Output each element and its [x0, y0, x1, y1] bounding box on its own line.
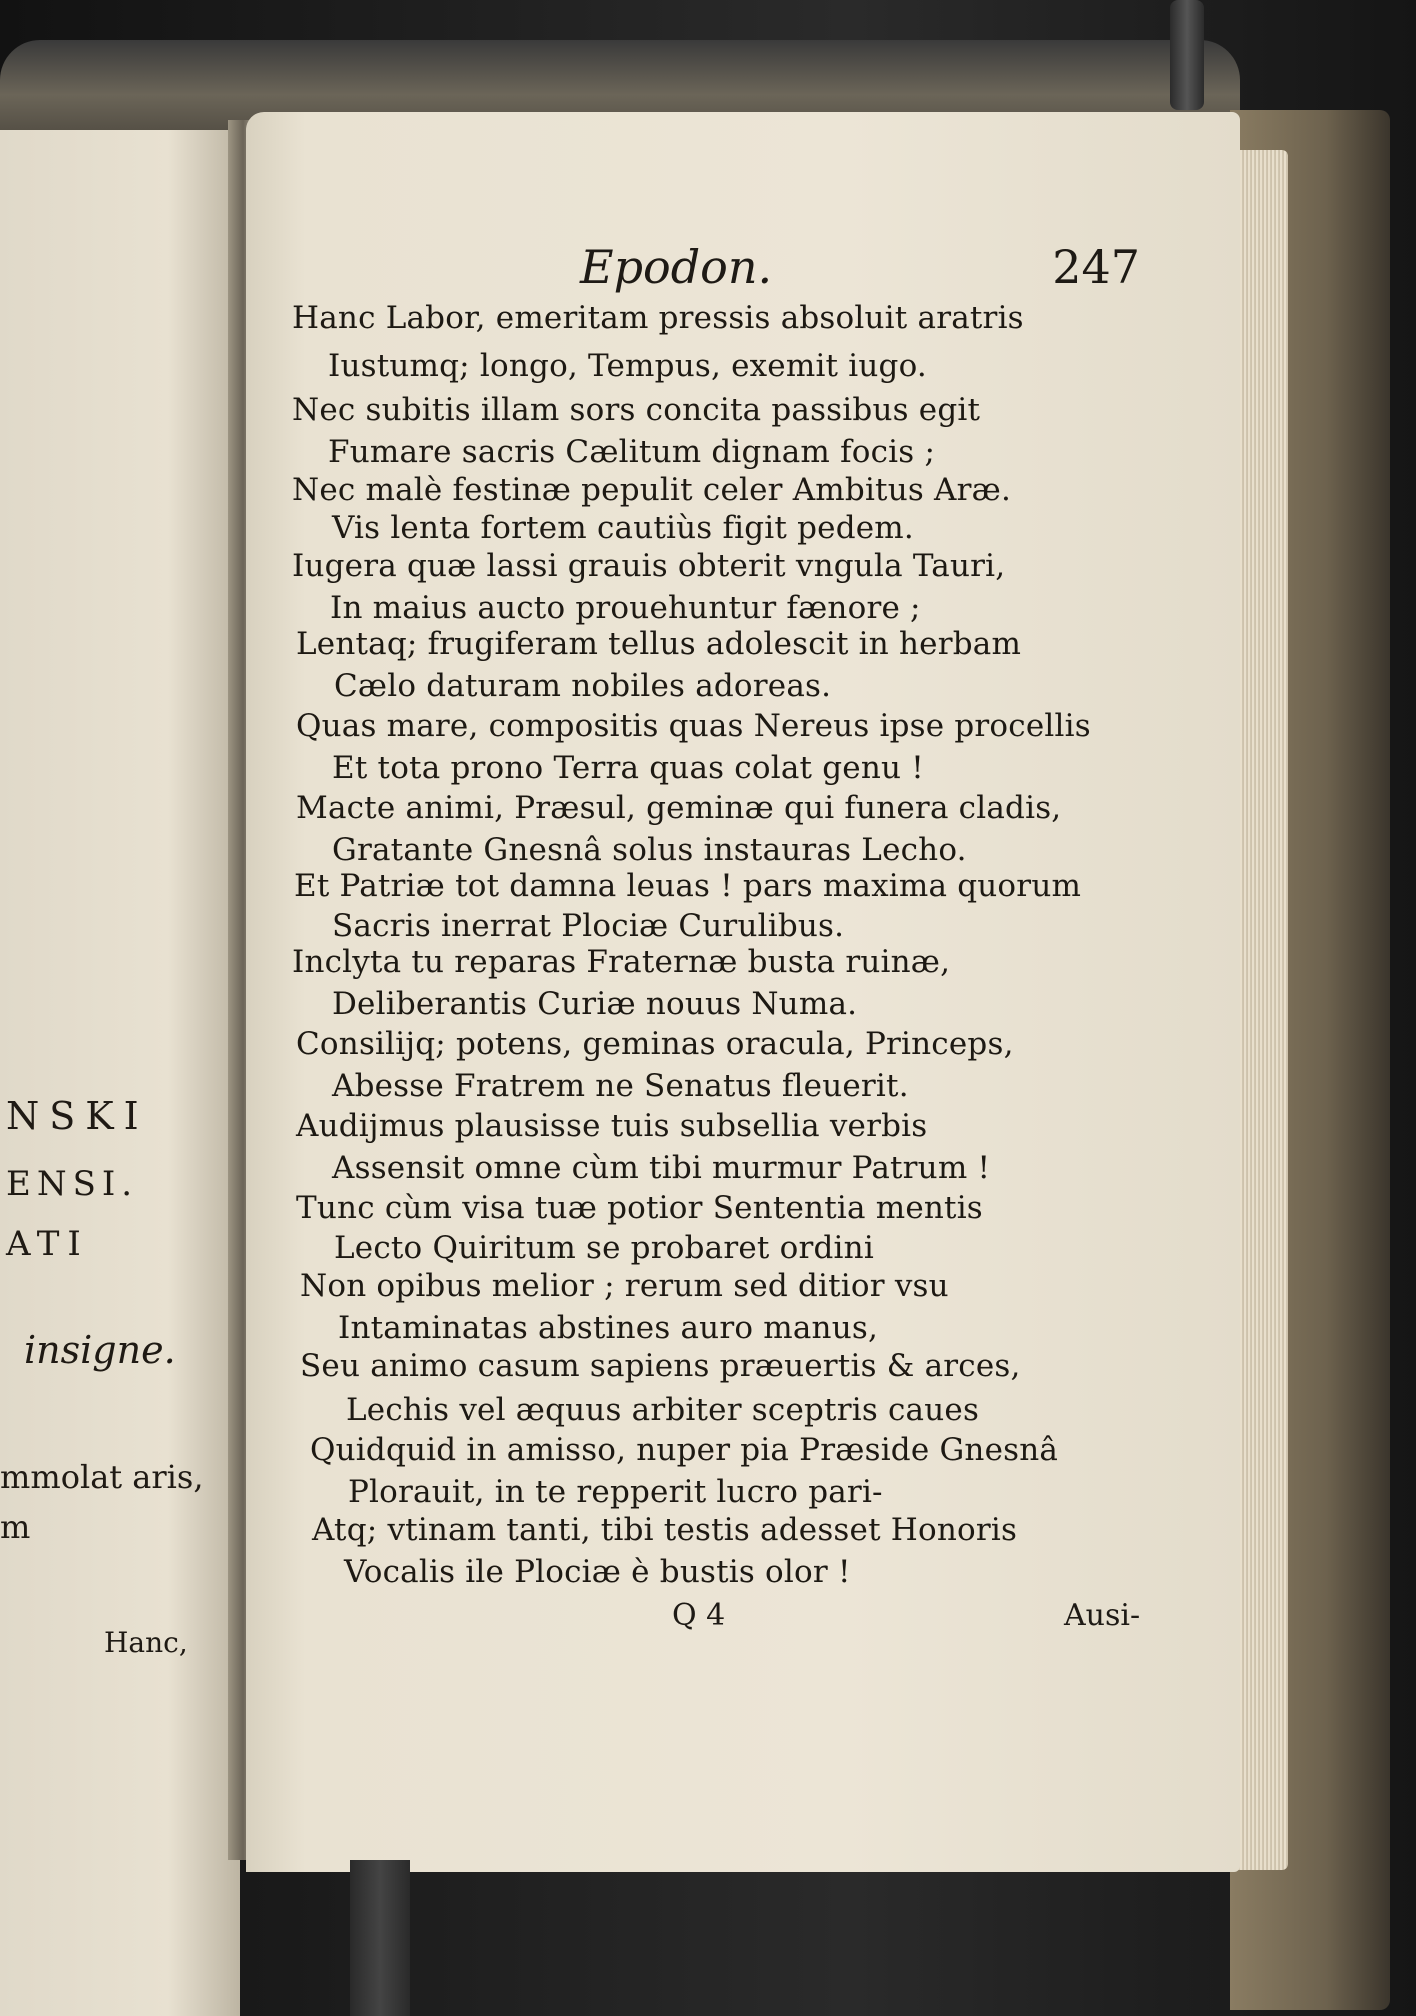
running-head-title: Epodon. [580, 240, 773, 294]
verse-line: Nec subitis illam sors concita passibus egit [292, 392, 981, 428]
verse-line: Plorauit, in te repperit lucro pari- [348, 1474, 883, 1510]
verse-line: Consilijq; potens, geminas oracula, Princeps, [296, 1026, 1014, 1062]
left-page-line: Hanc, [104, 1626, 188, 1659]
left-page-line: NSKI [6, 1094, 149, 1138]
verse-line: Lecto Quiritum se probaret ordini [334, 1230, 874, 1266]
verse-line: Iustumq; longo, Tempus, exemit iugo. [328, 348, 927, 384]
verse-line: Et Patriæ tot damna leuas ! pars maxima quorum [294, 868, 1082, 904]
left-page-line: ENSI. [6, 1164, 139, 1204]
left-page-line: ATI [6, 1224, 89, 1264]
verse-line: Macte animi, Præsul, geminæ qui funera cladis, [296, 790, 1062, 826]
bookmark-thread [1170, 0, 1204, 110]
left-page-line: m [0, 1508, 31, 1546]
verse-line: Nec malè festinæ pepulit celer Ambitus Aræ. [292, 472, 1012, 508]
signature-mark: Q 4 [672, 1598, 726, 1633]
verse-line: Sacris inerrat Plociæ Curulibus. [332, 908, 845, 944]
verse-line: Tunc cùm visa tuæ potior Sententia mentis [296, 1190, 983, 1226]
verse-line: Intaminatas abstines auro manus, [338, 1310, 879, 1346]
verse-line: Atq; vtinam tanti, tibi testis adesset Honoris [312, 1512, 1018, 1548]
catchword: Ausi- [1064, 1598, 1141, 1633]
verse-line: Vis lenta fortem cautiùs figit pedem. [332, 510, 914, 546]
verse-line: Quidquid in amisso, nuper pia Præside Gnesnâ [310, 1432, 1059, 1468]
verse-line: Et tota prono Terra quas colat genu ! [332, 750, 924, 786]
verse-line: Inclyta tu reparas Fraternæ busta ruinæ, [292, 944, 951, 980]
verse-line: Hanc Labor, emeritam pressis absoluit aratris [292, 300, 1024, 336]
verse-line: Lechis vel æquus arbiter sceptris caues [346, 1392, 980, 1428]
verse-line: Audijmus plausisse tuis subsellia verbis [296, 1108, 928, 1144]
verse-line: Quas mare, compositis quas Nereus ipse procellis [296, 708, 1091, 744]
verse-line: Non opibus melior ; rerum sed ditior vsu [300, 1268, 949, 1304]
verse-line: Fumare sacris Cælitum dignam focis ; [328, 434, 936, 470]
verse-line: Assensit omne cùm tibi murmur Patrum ! [332, 1150, 991, 1186]
verse-line: Cælo daturam nobiles adoreas. [334, 668, 832, 704]
verse-line: Deliberantis Curiæ nouus Numa. [332, 986, 858, 1022]
verse-line: Gratante Gnesnâ solus instauras Lecho. [332, 832, 967, 868]
verse-line: Lentaq; frugiferam tellus adolescit in herbam [296, 626, 1022, 662]
verse-line: Vocalis ile Plociæ è bustis olor ! [344, 1554, 851, 1590]
verse-line: Abesse Fratrem ne Senatus fleuerit. [332, 1068, 909, 1104]
verse-line: Seu animo casum sapiens præuertis & arces, [300, 1348, 1021, 1384]
verse-line: In maius aucto prouehuntur fænore ; [330, 590, 921, 626]
bookmark-ribbon [350, 1860, 410, 2016]
verse-line: Iugera quæ lassi grauis obterit vngula Tauri, [292, 548, 1006, 584]
page-number: 247 [1052, 240, 1140, 294]
left-page-line: mmolat aris, [0, 1458, 204, 1496]
left-page-line: insigne. [24, 1328, 176, 1372]
